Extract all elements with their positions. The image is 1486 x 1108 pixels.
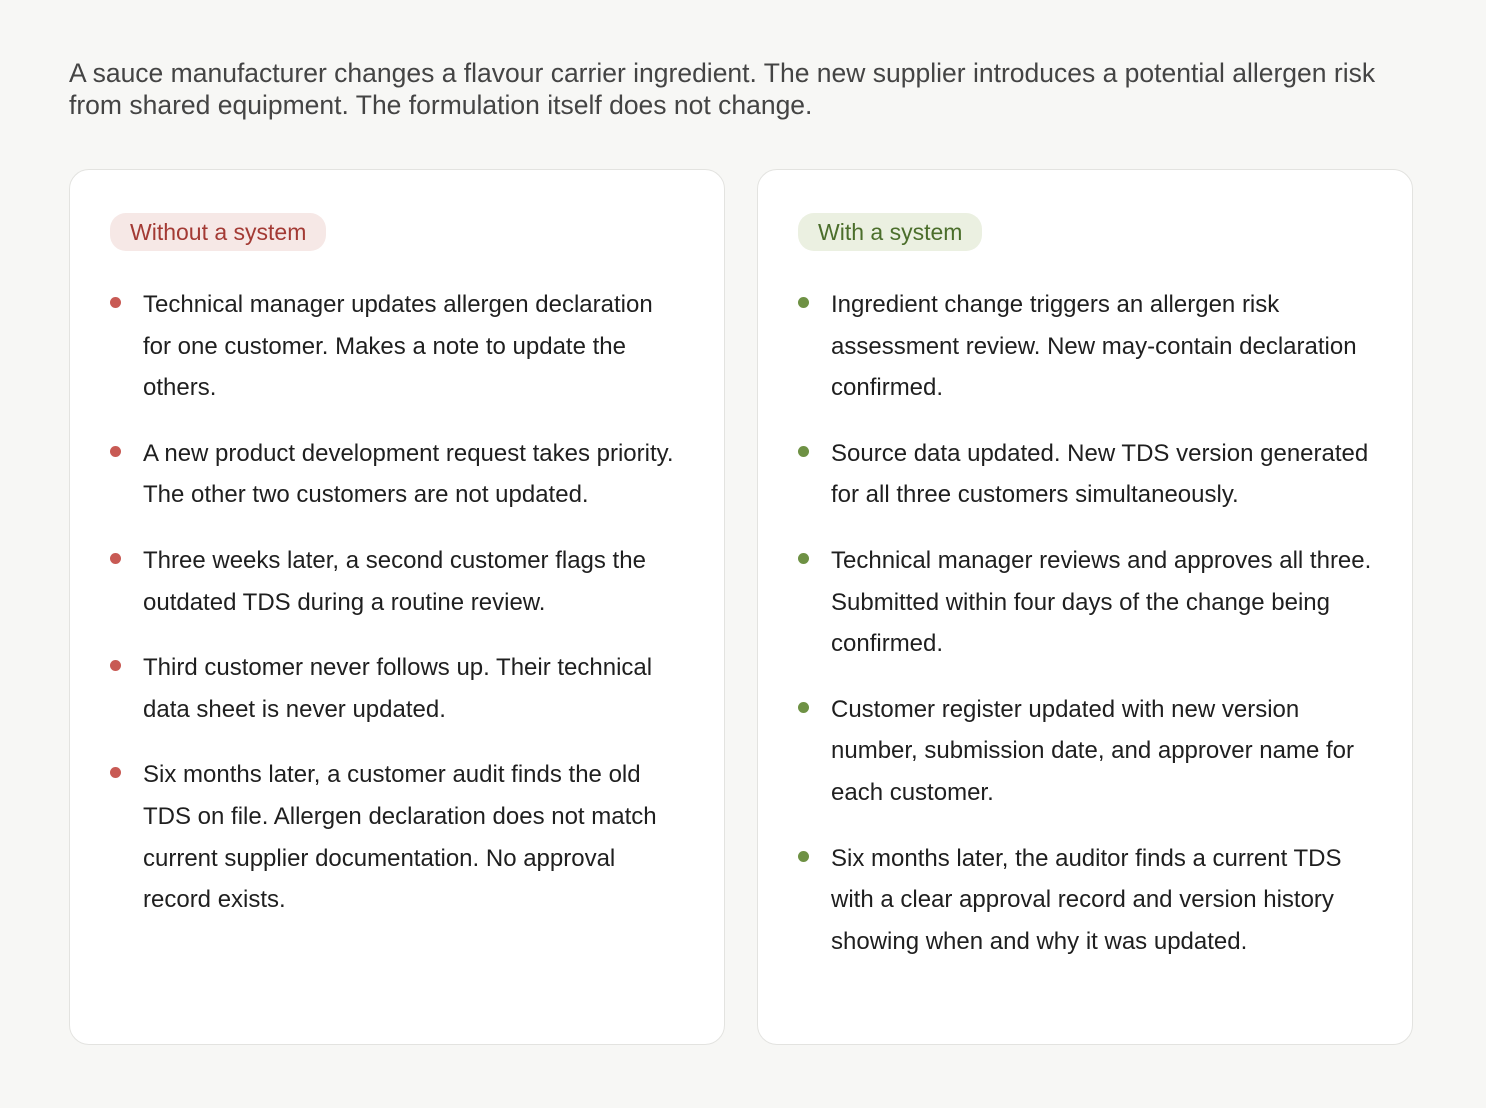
without-system-badge: Without a system [110, 213, 326, 251]
bullet-dot-icon [798, 851, 809, 862]
bullet-dot-icon [110, 297, 121, 308]
with-system-card [757, 169, 1413, 1045]
with-system-list [798, 284, 1372, 962]
bullet-dot-icon [110, 660, 121, 671]
list-item [110, 647, 684, 730]
list-item [110, 754, 684, 920]
list-item [798, 284, 1372, 409]
bullet-dot-icon [798, 702, 809, 713]
list-item [798, 689, 1372, 814]
with-system-badge: With a system [798, 213, 982, 251]
list-item-text: Source data updated. New TDS version generated for all three customers simultaneously. [831, 439, 1369, 509]
scenario-intro: A sauce manufacturer changes a flavour carrier ingredient. The new supplier introduces a potential allergen risk from shared equipment. The formulation itself does not change. [69, 58, 1376, 120]
bullet-dot-icon [798, 297, 809, 308]
list-item-text: A new product development request takes priority. The other two customers are not updated. [143, 439, 674, 509]
bullet-dot-icon [798, 446, 809, 457]
list-item-text: Six months later, the auditor finds a current TDS with a clear approval record and version history showing when and why it was updated. [831, 844, 1342, 955]
without-system-card [69, 169, 725, 1045]
list-item [110, 433, 684, 516]
list-item-text: Technical manager reviews and approves all three. Submitted within four days of the change being confirmed. [831, 546, 1372, 658]
list-item-text: Ingredient change triggers an allergen risk assessment review. New may-contain declaration confirmed. [831, 291, 1357, 402]
list-item [798, 838, 1372, 963]
list-item-text: Customer register updated with new version number, submission date, and approver name for each customer. [831, 695, 1354, 806]
list-item-text: Three weeks later, a second customer flags the outdated TDS during a routine review. [143, 546, 646, 616]
list-item [110, 284, 684, 409]
list-item [110, 540, 684, 623]
list-item-text: Six months later, a customer audit finds the old TDS on file. Allergen declaration does not match current supplier documentation. No approval record exists. [143, 761, 657, 914]
without-system-list [110, 284, 684, 921]
list-item-text: Technical manager updates allergen declaration for one customer. Makes a note to update the others. [143, 291, 653, 402]
bullet-dot-icon [110, 446, 121, 457]
bullet-dot-icon [110, 767, 121, 778]
comparison-cards [69, 169, 1413, 1045]
list-item [798, 540, 1372, 665]
list-item [798, 433, 1372, 516]
bullet-dot-icon [110, 553, 121, 564]
list-item-text: Third customer never follows up. Their technical data sheet is never updated. [143, 654, 653, 723]
bullet-dot-icon [798, 553, 809, 564]
